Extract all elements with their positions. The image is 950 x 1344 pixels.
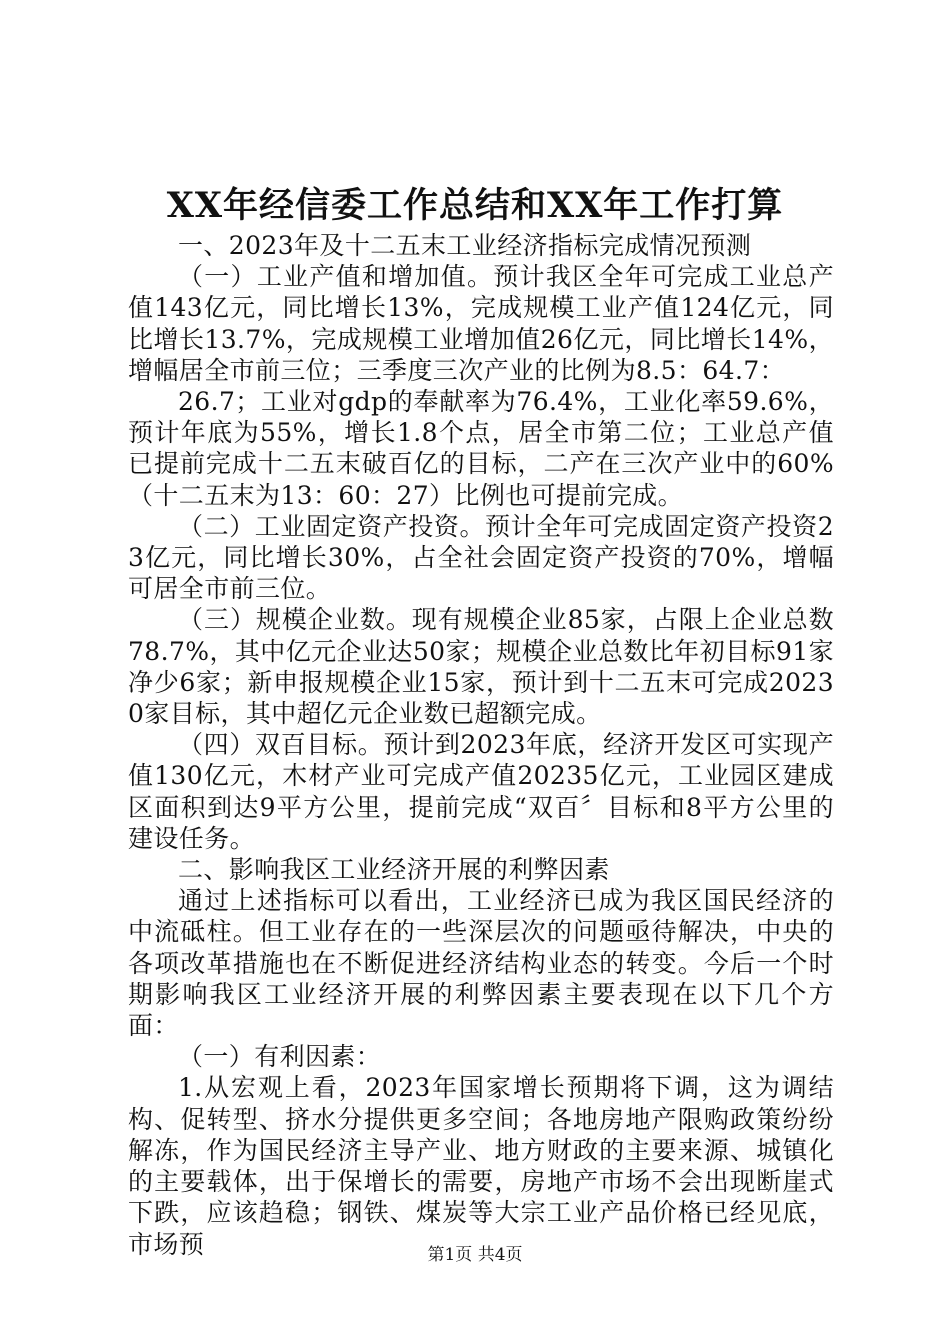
paragraph-double-hundred-target: （四）双百目标。预计到2023年底，经济开发区可实现产值130亿元，木材产业可完成产值20235亿元，工业园区建成区面积到达9平方公里，提前完成“双百〞目标和8平方公里的建设任务。: [128, 730, 834, 853]
paragraph-macro-view: 1.从宏观上看，2023年国家增长预期将下调，这为调结构、促转型、挤水分提供更多空间；各地房地产限购政策纷纷解冻，作为国民经济主导产业、地方财政的主要来源、城镇化的主要载体，出于保增长的需要，房地产市场不会出现断崖式下跌，应该趋稳；钢铁、煤炭等大宗工业产品价格已经见底，市场预: [128, 1073, 834, 1259]
page-number: 第1页 共4页: [427, 1245, 523, 1265]
subsection-heading-favorable: （一）有利因素：: [178, 1042, 382, 1072]
document-body: [128, 230, 834, 1260]
paragraph-fixed-asset-investment: （二）工业固定资产投资。预计全年可完成固定资产投资23亿元，同比增长30%，占全社会固定资产投资的70%，增幅可居全市前三位。: [128, 511, 834, 604]
paragraph-gdp-contribution: 26.7；工业对gdp的奉献率为76.4%，工业化率59.6%，预计年底为55%，增长1.8个点，居全市第二位；工业总产值已提前完成十二五末破百亿的目标，二产在三次产业中的60%（十二五末为13：60：27）比例也可提前完成。: [128, 387, 834, 510]
paragraph-industrial-output: （一）工业产值和增加值。预计我区全年可完成工业总产值143亿元，同比增长13%，完成规模工业产值124亿元，同比增长13.7%，完成规模工业增加值26亿元，同比增长14%，增幅居全市前三位；三季度三次产业的比例为8.5：64.7：: [128, 262, 834, 385]
section-heading-2: 二、影响我区工业经济开展的利弊因素: [178, 855, 610, 885]
paragraph-overview: 通过上述指标可以看出，工业经济已成为我区国民经济的中流砥柱。但工业存在的一些深层次的问题亟待解决，中央的各项改革措施也在不断促进经济结构业态的转变。今后一个时期影响我区工业经济开展的利弊因素主要表现在以下几个方面：: [128, 886, 834, 1041]
document-title: XX年经信委工作总结和XX年工作打算: [166, 185, 784, 226]
section-heading-1: 一、2023年及十二五末工业经济指标完成情况预测: [178, 231, 752, 260]
paragraph-scale-enterprises: （三）规模企业数。现有规模企业85家，占限上企业总数78.7%，其中亿元企业达50家；规模企业总数比年初目标91家净少6家；新申报规模企业15家，预计到十二五末可完成20230家目标，其中超亿元企业数已超额完成。: [128, 605, 834, 729]
